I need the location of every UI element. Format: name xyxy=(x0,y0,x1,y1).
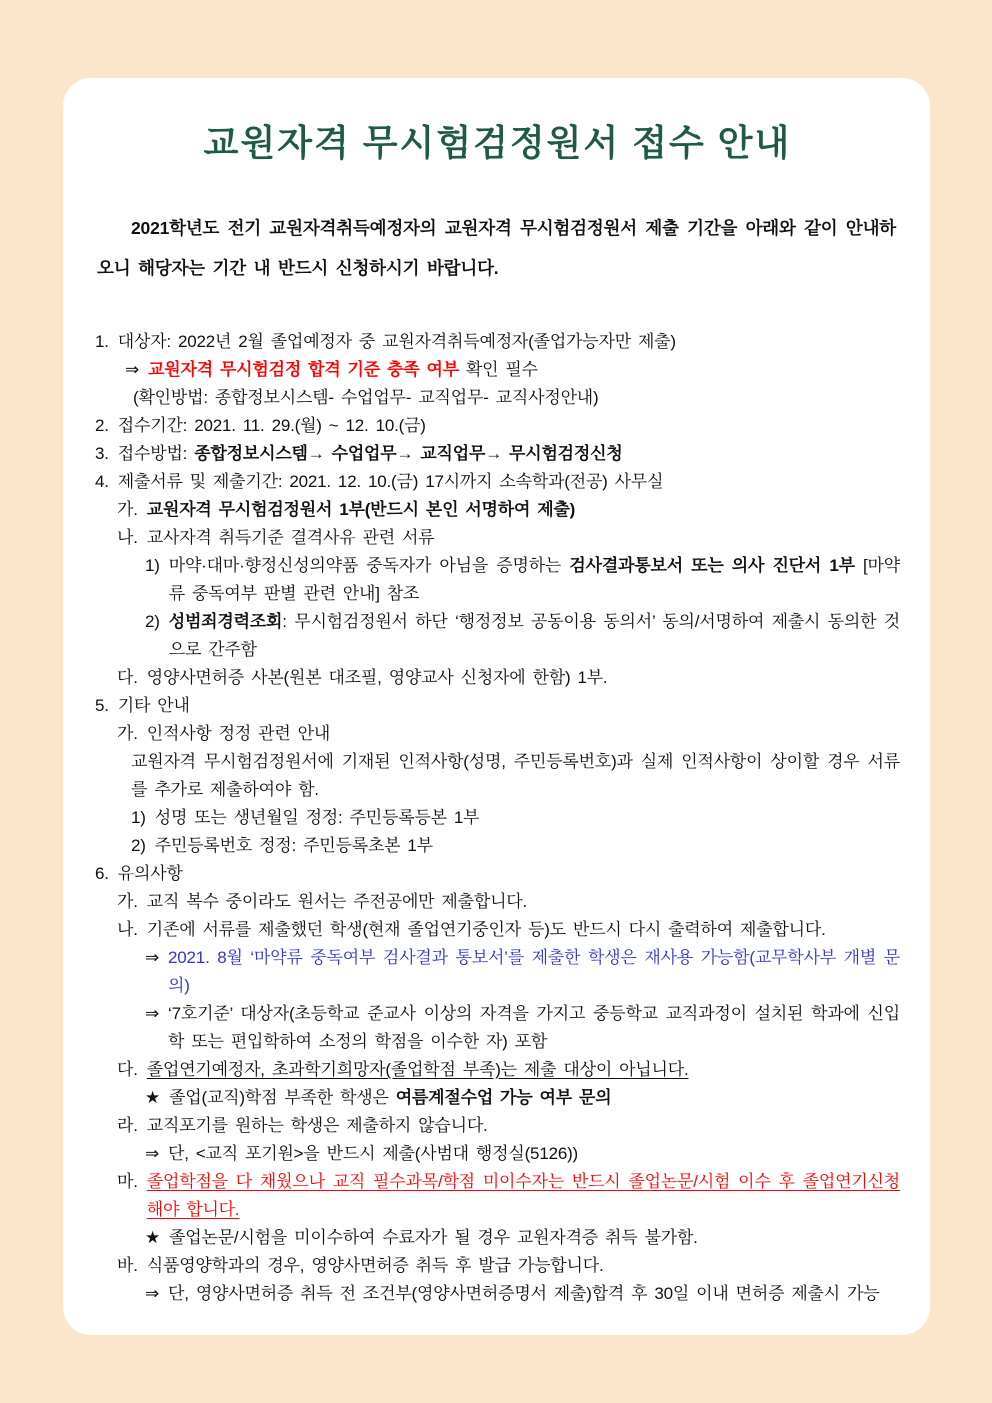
text-run: 졸업학점을 다 채웠으나 교직 필수과목/학점 미이수자는 반드시 졸업논문/시험 이수 후 졸업연기신청 해야 합니다. xyxy=(146,1172,900,1219)
list-item xyxy=(145,944,900,1000)
list-item xyxy=(145,608,900,664)
item-text xyxy=(155,832,900,860)
item-text xyxy=(168,1000,900,1056)
list-item xyxy=(117,664,900,692)
list-item xyxy=(117,1168,900,1224)
text-run: 기존에 서류를 제출했던 학생(현재 졸업연기중인자 등)도 반드시 다시 출력하여 제출합니다. xyxy=(146,920,826,939)
list-item xyxy=(131,748,900,804)
item-marker: ⇒ xyxy=(145,1144,160,1163)
list-item xyxy=(117,916,900,944)
text-run: 교원자격 무시험검정 합격 기준 충족 여부 xyxy=(148,360,459,379)
text-run: [마약류 중독여부 판별 관련 안내] 참조 xyxy=(168,556,900,603)
list-item xyxy=(145,1000,900,1056)
item-text xyxy=(147,496,900,524)
list-item xyxy=(117,888,900,916)
item-text xyxy=(147,524,900,552)
text-run: 2021. 8월 ‘마약류 중독여부 검사결과 통보서’를 제출한 학생은 재사용 가능함(교무학사부 개별 문의) xyxy=(168,948,900,995)
text-run: (확인방법: 종합정보시스템- 수업업무- 교직업무- 교직사정안내) xyxy=(133,388,599,407)
item-text xyxy=(118,328,900,356)
text-run: 교직 복수 중이라도 원서는 주전공에만 제출합니다. xyxy=(146,892,528,911)
text-run: 단, 영양사면허증 취득 전 조건부(영양사면허증명서 제출)합격 후 30일 이내 면허증 제출시 가능 xyxy=(168,1284,880,1303)
item-text xyxy=(147,1112,900,1140)
item-text xyxy=(169,552,900,608)
item-text xyxy=(147,888,900,916)
item-marker: 5. xyxy=(95,696,109,715)
item-text xyxy=(118,468,900,496)
item-marker: 2) xyxy=(145,612,160,631)
list-item xyxy=(131,804,900,832)
list-item xyxy=(117,1056,900,1084)
list-item xyxy=(145,1280,900,1308)
list-item xyxy=(125,356,900,384)
item-text xyxy=(118,692,900,720)
text-run: 확인 필수 xyxy=(458,360,538,379)
item-text xyxy=(147,1168,900,1224)
list-item xyxy=(131,832,900,860)
item-marker: 나. xyxy=(117,528,138,547)
list-item xyxy=(117,1112,900,1140)
item-marker: ⇒ xyxy=(145,1004,160,1023)
item-text xyxy=(148,356,900,384)
list-item xyxy=(145,552,900,608)
item-marker: 바. xyxy=(117,1256,138,1275)
item-text xyxy=(147,664,900,692)
list-item xyxy=(95,468,900,496)
item-text xyxy=(168,1140,900,1168)
item-text xyxy=(169,1224,900,1252)
list-item xyxy=(95,440,900,468)
item-marker: 나. xyxy=(117,920,138,939)
item-text xyxy=(118,412,900,440)
list-item xyxy=(145,1224,900,1252)
list-item xyxy=(117,1252,900,1280)
list-item xyxy=(145,1084,900,1112)
document-body xyxy=(95,328,900,1308)
item-marker: 1) xyxy=(145,556,160,575)
text-run: 영양사면허증 사본(원본 대조필, 영양교사 신청자에 한함) 1부. xyxy=(146,668,608,687)
text-run: 성명 또는 생년월일 정정: 주민등록등본 1부 xyxy=(154,808,480,827)
item-text xyxy=(168,944,900,1000)
text-run: 대상자: 2022년 2월 졸업예정자 중 교원자격취득예정자(졸업가능자만 제출) xyxy=(117,332,676,351)
list-item xyxy=(95,412,900,440)
text-run: 단, <교직 포기원>을 반드시 제출(사범대 행정실(5126)) xyxy=(168,1144,578,1163)
item-text xyxy=(118,440,900,468)
list-item xyxy=(117,720,900,748)
text-run: 유의사항 xyxy=(117,864,183,883)
text-run: 교원자격 무시험검정원서 1부(반드시 본인 서명하여 제출) xyxy=(146,500,576,519)
item-text xyxy=(118,860,900,888)
text-run: 검사결과통보서 또는 의사 진단서 1부 xyxy=(569,556,855,575)
item-marker: 4. xyxy=(95,472,109,491)
text-run: 인적사항 정정 관련 안내 xyxy=(146,724,331,743)
intro-paragraph: 2021학년도 전기 교원자격취득예정자의 교원자격 무시험검정원서 제출 기간을 아래와 같이 안내하오니 해당자는 기간 내 반드시 신청하시기 바랍니다. xyxy=(97,218,896,278)
notice-card xyxy=(63,78,930,1335)
item-text xyxy=(169,608,900,664)
item-text xyxy=(147,916,900,944)
item-marker: ⇒ xyxy=(145,1284,160,1303)
list-item xyxy=(145,1140,900,1168)
text-run: 교사자격 취득기준 결격사유 관련 서류 xyxy=(146,528,435,547)
item-marker: ⇒ xyxy=(145,948,160,967)
item-marker: 다. xyxy=(117,1060,138,1079)
item-marker: 마. xyxy=(117,1172,138,1191)
item-marker: ★ xyxy=(145,1228,161,1247)
item-text xyxy=(168,1280,900,1308)
item-marker: 라. xyxy=(117,1116,138,1135)
item-marker: 1. xyxy=(95,332,109,351)
text-run: 마약·대마·향정신성의약품 중독자가 아님을 증명하는 xyxy=(168,556,570,575)
item-marker: 2. xyxy=(95,416,109,435)
list-item xyxy=(95,692,900,720)
item-marker: 1) xyxy=(131,808,146,827)
item-text xyxy=(133,384,900,412)
text-run: 성범죄경력조회 xyxy=(168,612,283,631)
item-marker: 6. xyxy=(95,864,109,883)
list-item xyxy=(95,328,900,356)
text-run: 여름계절수업 가능 여부 문의 xyxy=(395,1088,612,1107)
text-run: : 무시험검정원서 하단 ‘행정정보 공동이용 동의서’ 동의/서명하여 제출시 동의한 것으로 간주함 xyxy=(168,612,900,659)
item-text xyxy=(169,1084,900,1112)
list-item xyxy=(117,496,900,524)
item-marker: ★ xyxy=(145,1088,161,1107)
text-run: 기타 안내 xyxy=(117,696,190,715)
list-item xyxy=(95,860,900,888)
item-text xyxy=(147,1252,900,1280)
text-run: 주민등록번호 정정: 주민등록초본 1부 xyxy=(154,836,433,855)
item-text xyxy=(155,804,900,832)
item-text xyxy=(147,720,900,748)
text-run: 교원자격 무시험검정원서에 기재된 인적사항(성명, 주민등록번호)과 실제 인적사항이 상이할 경우 서류를 추가로 제출하여야 함. xyxy=(131,752,900,799)
item-marker: 다. xyxy=(117,668,138,687)
text-run: 종합정보시스템→ 수업업무→ 교직업무→ 무시험검정신청 xyxy=(194,444,623,463)
item-marker: 2) xyxy=(131,836,146,855)
list-item xyxy=(117,524,900,552)
list-item xyxy=(133,384,900,412)
page-title: 교원자격 무시험검정원서 접수 안내 xyxy=(203,122,792,163)
item-marker: 가. xyxy=(117,892,138,911)
text-run: 접수방법: xyxy=(117,444,195,463)
text-run: ‘7호기준’ 대상자(초등학교 준교사 이상의 자격을 가지고 중등학교 교직과정이 설치된 학과에 신입학 또는 편입학하여 소정의 학점을 이수한 자) 포함 xyxy=(168,1004,900,1051)
item-marker: ⇒ xyxy=(125,360,140,379)
text-run: 졸업논문/시험을 미이수하여 수료자가 될 경우 교원자격증 취득 불가함. xyxy=(169,1228,698,1247)
item-marker: 3. xyxy=(95,444,109,463)
text-run: 식품영양학과의 경우, 영양사면허증 취득 후 발급 가능합니다. xyxy=(146,1256,604,1275)
text-run: 제출서류 및 제출기간: 2021. 12. 10.(금) 17시까지 소속학과(전공) 사무실 xyxy=(117,472,664,491)
item-marker: 가. xyxy=(117,500,138,519)
text-run: 접수기간: 2021. 11. 29.(월) ~ 12. 10.(금) xyxy=(117,416,426,435)
item-marker: 가. xyxy=(117,724,138,743)
text-run: 교직포기를 원하는 학생은 제출하지 않습니다. xyxy=(146,1116,488,1135)
item-text xyxy=(131,748,900,804)
item-text xyxy=(147,1056,900,1084)
text-run: 졸업연기예정자, 초과학기희망자(졸업학점 부족)는 제출 대상이 아닙니다. xyxy=(146,1060,689,1079)
text-run: 졸업(교직)학점 부족한 학생은 xyxy=(169,1088,396,1107)
